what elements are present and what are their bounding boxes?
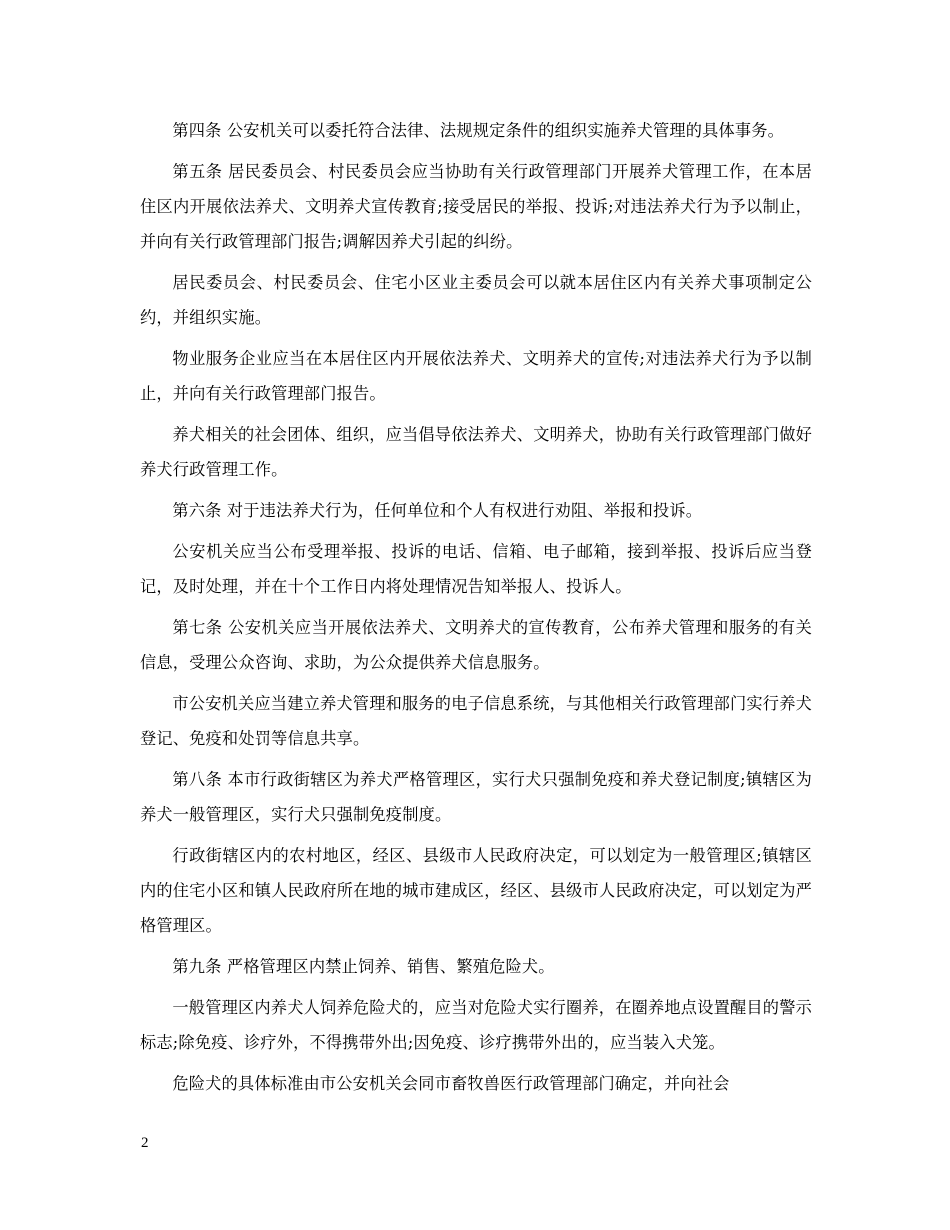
paragraph: 市公安机关应当建立养犬管理和服务的电子信息系统，与其他相关行政管理部门实行养犬登记、免疫和处罚等信息共享。 xyxy=(140,694,812,748)
document-body xyxy=(140,113,812,1107)
paragraph: 第七条 公安机关应当开展依法养犬、文明养犬的宣传教育，公布养犬管理和服务的有关信息，受理公众咨询、求助，为公众提供养犬信息服务。 xyxy=(140,618,812,672)
paragraph: 第五条 居民委员会、村民委员会应当协助有关行政管理部门开展养犬管理工作，在本居住区内开展依法养犬、文明养犬宣传教育;接受居民的举报、投诉;对违法养犬行为予以制止，并向有关行政管理部门报告;调解因养犬引起的纠纷。 xyxy=(140,162,812,251)
paragraph: 第六条 对于违法养犬行为，任何单位和个人有权进行劝阻、举报和投诉。 xyxy=(172,501,703,520)
paragraph: 公安机关应当公布受理举报、投诉的电话、信箱、电子邮箱，接到举报、投诉后应当登记，及时处理，并在十个工作日内将处理情况告知举报人、投诉人。 xyxy=(140,542,812,596)
paragraph: 行政街辖区内的农村地区，经区、县级市人民政府决定，可以划定为一般管理区;镇辖区内的住宅小区和镇人民政府所在地的城市建成区，经区、县级市人民政府决定，可以划定为严格管理区。 xyxy=(140,846,812,935)
paragraph: 一般管理区内养犬人饲养危险犬的，应当对危险犬实行圈养，在圈养地点设置醒目的警示标志;除免疫、诊疗外，不得携带外出;因免疫、诊疗携带外出的，应当装入犬笼。 xyxy=(140,998,812,1052)
page-number: 2 xyxy=(141,1135,149,1151)
paragraph: 物业服务企业应当在本居住区内开展依法养犬、文明养犬的宣传;对违法养犬行为予以制止，并向有关行政管理部门报告。 xyxy=(140,349,812,403)
paragraph: 居民委员会、村民委员会、住宅小区业主委员会可以就本居住区内有关养犬事项制定公约，并组织实施。 xyxy=(140,273,812,327)
paragraph: 第九条 严格管理区内禁止饲养、销售、繁殖危险犬。 xyxy=(172,957,555,976)
paragraph: 危险犬的具体标准由市公安机关会同市畜牧兽医行政管理部门确定，并向社会 xyxy=(172,1074,730,1093)
paragraph: 养犬相关的社会团体、组织，应当倡导依法养犬、文明养犬，协助有关行政管理部门做好养犬行政管理工作。 xyxy=(140,425,812,479)
paragraph: 第四条 公安机关可以委托符合法律、法规规定条件的组织实施养犬管理的具体事务。 xyxy=(172,121,785,140)
paragraph: 第八条 本市行政街辖区为养犬严格管理区，实行犬只强制免疫和养犬登记制度;镇辖区为养犬一般管理区，实行犬只强制免疫制度。 xyxy=(140,770,812,824)
